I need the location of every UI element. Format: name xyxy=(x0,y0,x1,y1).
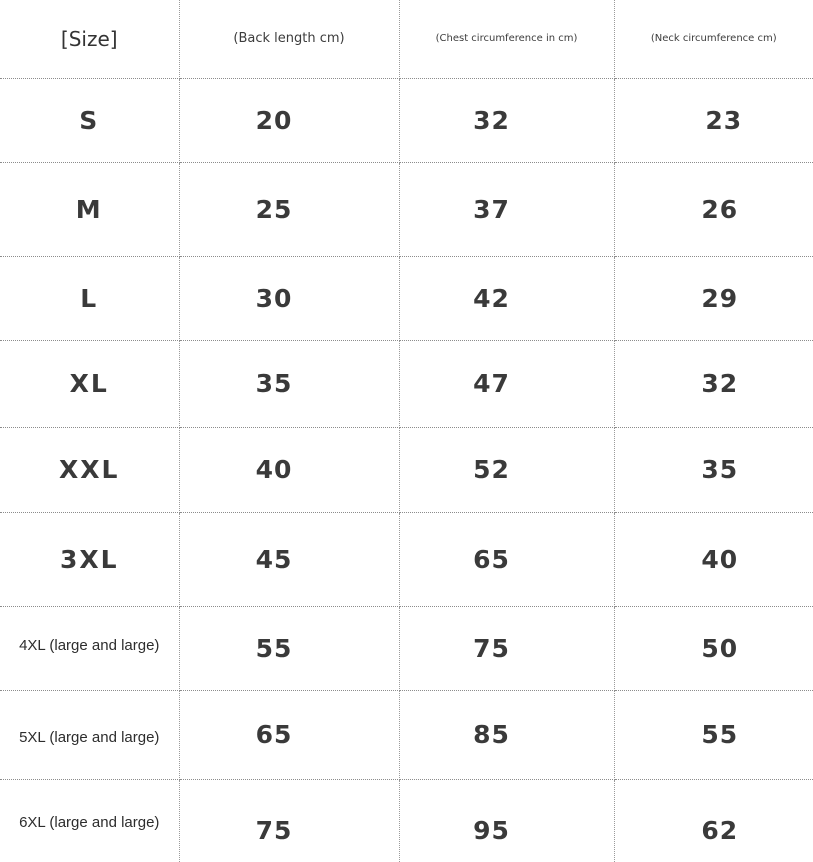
header-back-length: (Back length cm) xyxy=(179,0,399,78)
back-length-cell: 65 xyxy=(179,690,399,779)
chest-cell: 32 xyxy=(399,78,614,162)
size-cell: 3XL xyxy=(0,512,179,606)
table-row xyxy=(0,690,813,779)
neck-cell: 50 xyxy=(614,606,813,690)
chest-cell: 95 xyxy=(399,779,614,862)
neck-cell: 26 xyxy=(614,162,813,256)
header-neck-circumference: (Neck circumference cm) xyxy=(614,0,813,78)
size-cell: 5XL (large and large) xyxy=(0,690,179,779)
size-cell: M xyxy=(0,162,179,256)
chest-cell: 75 xyxy=(399,606,614,690)
back-length-cell: 75 xyxy=(179,779,399,862)
table-row xyxy=(0,78,813,162)
chest-cell: 47 xyxy=(399,340,614,427)
back-length-cell: 20 xyxy=(179,78,399,162)
chest-cell: 65 xyxy=(399,512,614,606)
neck-cell: 55 xyxy=(614,690,813,779)
table-row xyxy=(0,340,813,427)
neck-cell: 29 xyxy=(614,256,813,340)
chest-cell: 52 xyxy=(399,427,614,512)
chest-cell: 42 xyxy=(399,256,614,340)
chest-cell: 85 xyxy=(399,690,614,779)
neck-cell: 62 xyxy=(614,779,813,862)
neck-cell: 32 xyxy=(614,340,813,427)
back-length-cell: 30 xyxy=(179,256,399,340)
size-cell: S xyxy=(0,78,179,162)
back-length-cell: 40 xyxy=(179,427,399,512)
table-row xyxy=(0,512,813,606)
chest-cell: 37 xyxy=(399,162,614,256)
back-length-cell: 55 xyxy=(179,606,399,690)
table-row xyxy=(0,427,813,512)
size-cell: 6XL (large and large) xyxy=(0,779,179,862)
neck-cell: 23 xyxy=(614,78,813,162)
neck-cell: 35 xyxy=(614,427,813,512)
size-cell: 4XL (large and large) xyxy=(0,606,179,690)
header-chest-circumference: (Chest circumference in cm) xyxy=(399,0,614,78)
size-cell: L xyxy=(0,256,179,340)
table-row xyxy=(0,606,813,690)
back-length-cell: 25 xyxy=(179,162,399,256)
table-row xyxy=(0,779,813,862)
header-size: [Size] xyxy=(0,0,179,78)
back-length-cell: 45 xyxy=(179,512,399,606)
header-row xyxy=(0,0,813,78)
table-row xyxy=(0,256,813,340)
size-cell: XXL xyxy=(0,427,179,512)
size-cell: XL xyxy=(0,340,179,427)
neck-cell: 40 xyxy=(614,512,813,606)
table-row xyxy=(0,162,813,256)
back-length-cell: 35 xyxy=(179,340,399,427)
